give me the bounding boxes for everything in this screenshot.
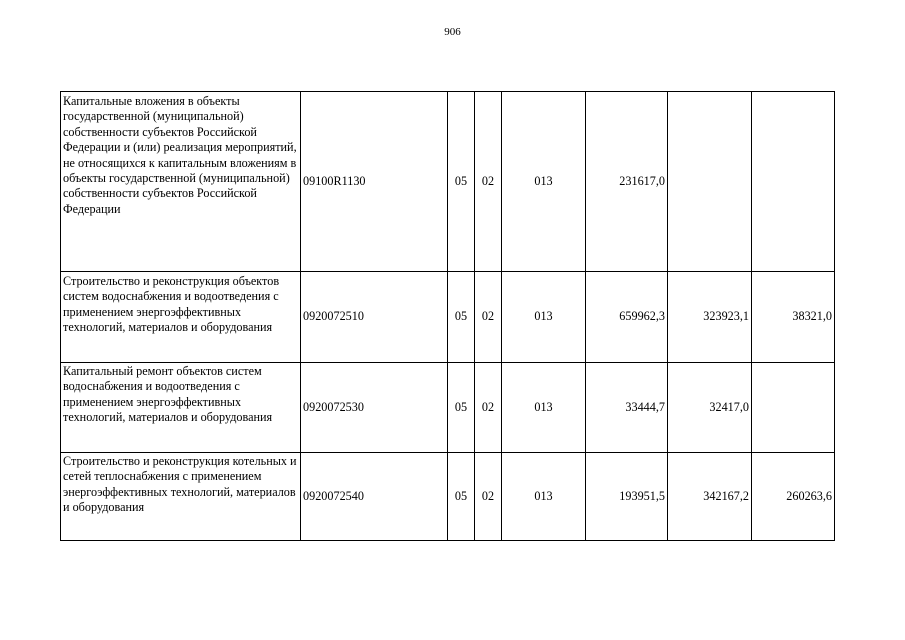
row-name-cell: Строительство и реконструкция котельных и сетей теплоснабжения с применением энергоэффективных технологий, материалов и оборудования xyxy=(61,453,301,541)
amount-3-cell: 260263,6 xyxy=(752,453,835,541)
amount-1-cell: 193951,5 xyxy=(586,453,668,541)
amount-2-cell xyxy=(668,92,752,272)
target-code-cell: 09100R1130 xyxy=(301,92,448,272)
expense-type-cell: 013 xyxy=(502,363,586,453)
table-row xyxy=(61,92,835,272)
amount-1-cell: 33444,7 xyxy=(586,363,668,453)
amount-2-cell: 323923,1 xyxy=(668,272,752,363)
section-cell: 05 xyxy=(448,363,475,453)
page-number: 906 xyxy=(444,26,461,38)
amount-3-cell: 38321,0 xyxy=(752,272,835,363)
target-code-cell: 0920072530 xyxy=(301,363,448,453)
table-row xyxy=(61,272,835,363)
table-row xyxy=(61,453,835,541)
amount-1-cell: 659962,3 xyxy=(586,272,668,363)
amount-2-cell: 342167,2 xyxy=(668,453,752,541)
subsection-cell: 02 xyxy=(475,272,502,363)
table-row xyxy=(61,363,835,453)
amount-1-cell: 231617,0 xyxy=(586,92,668,272)
subsection-cell: 02 xyxy=(475,363,502,453)
expense-type-cell: 013 xyxy=(502,272,586,363)
section-cell: 05 xyxy=(448,272,475,363)
expense-type-cell: 013 xyxy=(502,453,586,541)
expense-type-cell: 013 xyxy=(502,92,586,272)
target-code-cell: 0920072540 xyxy=(301,453,448,541)
section-cell: 05 xyxy=(448,453,475,541)
target-code-cell: 0920072510 xyxy=(301,272,448,363)
row-name-cell: Капитальный ремонт объектов систем водоснабжения и водоотведения с применением энергоэффективных технологий, материалов и оборудования xyxy=(61,363,301,453)
subsection-cell: 02 xyxy=(475,92,502,272)
row-name-cell: Строительство и реконструкция объектов систем водоснабжения и водоотведения с применением энергоэффективных технологий, материалов и оборудования xyxy=(61,272,301,363)
amount-3-cell xyxy=(752,92,835,272)
row-name-cell: Капитальные вложения в объекты государственной (муниципальной) собственности субъектов Российской Федерации и (или) реализация мероприятий, не относящихся к капитальным вложениям в объекты государственной (муниципальной) собственности субъектов Российской Федерации xyxy=(61,92,301,272)
amount-3-cell xyxy=(752,363,835,453)
amount-2-cell: 32417,0 xyxy=(668,363,752,453)
budget-table xyxy=(60,91,835,541)
section-cell: 05 xyxy=(448,92,475,272)
subsection-cell: 02 xyxy=(475,453,502,541)
